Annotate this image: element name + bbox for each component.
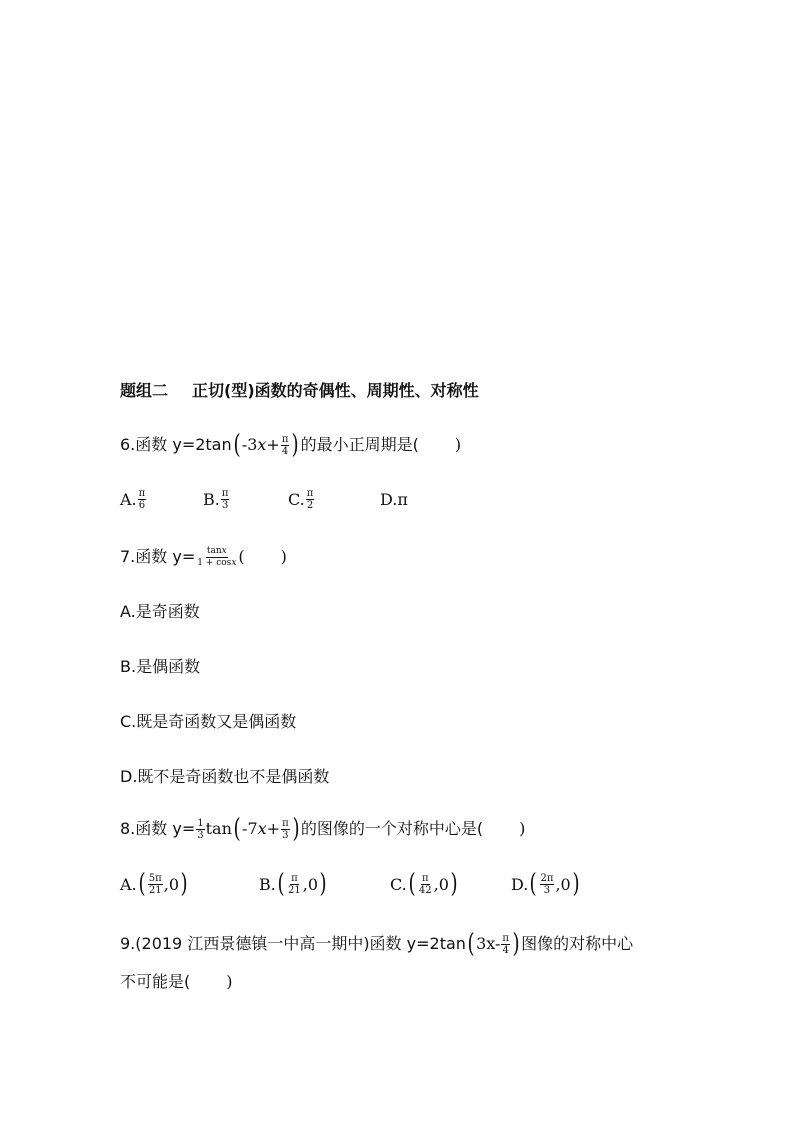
q6-option-d: D.π xyxy=(380,490,408,509)
question-9-line-2 xyxy=(120,970,233,994)
section-heading xyxy=(120,379,479,403)
q6-left-paren: ( xyxy=(233,430,241,460)
q8-fn: tan xyxy=(205,819,232,838)
question-7 xyxy=(120,545,287,569)
q8-option-d: D. ( $\frac{2\pi}{3}$ ,0 ) xyxy=(511,869,580,899)
q9-prefix: 9.(2019 江西景德镇一中高一期中)函数 y=2tan xyxy=(120,934,466,953)
q7-option-a: A.是奇函数 xyxy=(120,602,200,621)
q7-fraction: $\frac{\tan x}{1 + \cos x}$ xyxy=(197,545,237,568)
q9-fraction: $\frac{\pi}{4}$ xyxy=(502,932,509,956)
q8-arg-coef: -7 xyxy=(242,819,258,838)
q7-close: ) xyxy=(280,547,287,566)
q6-right-paren: ) xyxy=(291,430,300,460)
q8-coef: $\frac{1}{3}$ xyxy=(197,817,204,841)
q8-arg-var: x xyxy=(257,819,267,838)
q8-suffix: 的图像的一个对称中心是( xyxy=(300,819,484,838)
q7-option-c: C.既是奇函数又是偶函数 xyxy=(120,712,297,731)
q6-arg-coef: -3 xyxy=(241,435,258,454)
q7-option-d: D.既不是奇函数也不是偶函数 xyxy=(120,767,330,786)
q6-option-b: B. $\frac{\pi}{3}$ xyxy=(203,488,229,511)
q6-arg-var: x xyxy=(257,435,267,454)
q7-option-b: B.是偶函数 xyxy=(120,657,201,676)
q9-line2: 不可能是( xyxy=(120,972,191,991)
heading-group: 题组二 xyxy=(120,381,169,400)
q9-close: ) xyxy=(226,972,233,991)
q6-suffix: 的最小正周期是( xyxy=(300,435,419,454)
q8-left-paren: ( xyxy=(233,814,241,844)
q6-option-c: C. $\frac{\pi}{2}$ xyxy=(288,488,314,511)
q8-close: ) xyxy=(519,819,526,838)
q6-close: ) xyxy=(454,435,462,454)
question-8 xyxy=(120,814,526,844)
question-6 xyxy=(120,430,462,460)
q8-fraction: $\frac{\pi}{3}$ xyxy=(282,817,289,841)
q8-arg-plus: + xyxy=(266,819,281,838)
heading-title: 正切(型)函数的奇偶性、周期性、对称性 xyxy=(192,381,479,400)
q6-option-a: A. $\frac{\pi}{6}$ xyxy=(120,488,146,511)
q9-left-paren: ( xyxy=(467,929,475,959)
q7-open: ( xyxy=(238,547,245,566)
q8-option-b: B. ( $\frac{\pi}{21}$ ,0 ) xyxy=(259,869,327,899)
q8-prefix: 8.函数 y= xyxy=(120,819,196,838)
q6-arg-plus: + xyxy=(266,435,280,454)
question-9 xyxy=(120,929,634,959)
q6-prefix: 6.函数 y=2tan xyxy=(120,435,232,454)
q8-option-c: C. ( $\frac{\pi}{42}$ ,0 ) xyxy=(390,869,458,899)
q8-right-paren: ) xyxy=(292,814,300,844)
q6-fraction: $\frac{\pi}{4}$ xyxy=(281,433,289,457)
q7-prefix: 7.函数 y= xyxy=(120,547,196,566)
q9-right-paren: ) xyxy=(512,929,520,959)
q9-arg: 3x- xyxy=(476,934,501,953)
q8-option-a: A. ( $\frac{5\pi}{21}$ ,0 ) xyxy=(120,869,188,899)
q9-suffix: 图像的对称中心 xyxy=(521,934,634,953)
